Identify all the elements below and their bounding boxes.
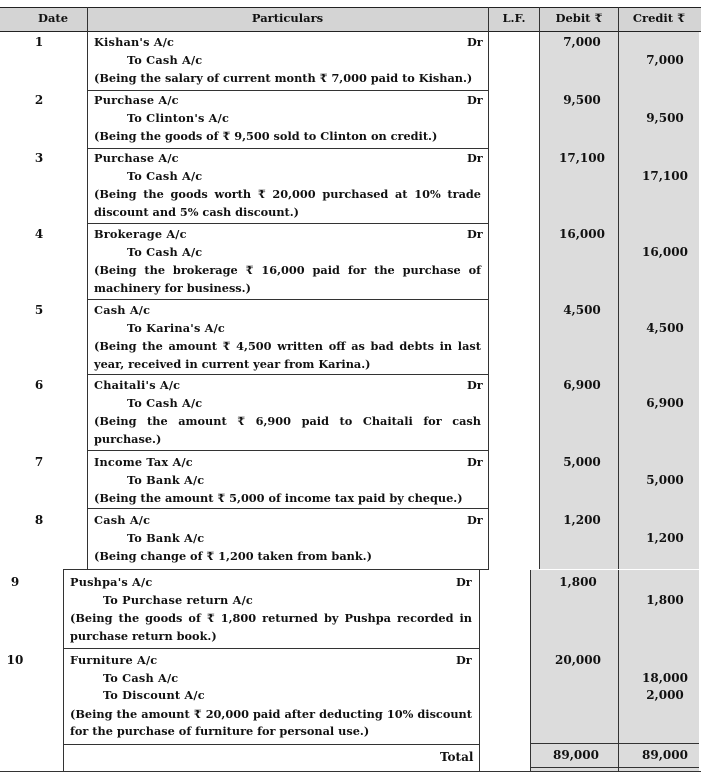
dr-marker: Dr xyxy=(467,378,483,392)
credit-account: To Cash A/c xyxy=(127,244,203,259)
entry-date: 6 xyxy=(34,378,44,392)
debit-amount: 1,200 xyxy=(563,513,601,527)
credit-account: To Cash A/c xyxy=(103,670,179,685)
debit-column-shade-lower xyxy=(531,570,618,771)
dr-marker: Dr xyxy=(467,455,483,469)
header-divider xyxy=(618,7,619,31)
dr-marker: Dr xyxy=(467,151,483,165)
credit-account: To Clinton's A/c xyxy=(127,110,230,125)
debit-amount: 1,800 xyxy=(559,575,597,589)
credit-amount: 1,800 xyxy=(646,592,684,607)
credit-amount: 1,200 xyxy=(646,530,684,545)
entry-date: 1 xyxy=(34,35,44,49)
credit-account: To Purchase return A/c xyxy=(103,592,253,607)
header-debit: Debit ₹ xyxy=(555,11,603,25)
credit-account: To Discount A/c xyxy=(103,688,205,702)
narration: (Being the goods worth ₹ 20,000 purchased at 10% trade discount and 5% cash discount.) xyxy=(94,187,481,219)
row-separator xyxy=(63,648,480,649)
credit-amount: 2,000 xyxy=(646,688,684,702)
entry-date: 3 xyxy=(34,151,44,165)
credit-amount: 6,900 xyxy=(646,395,684,410)
debit-account: Purchase A/c xyxy=(94,151,179,165)
credit-amount: 5,000 xyxy=(646,472,684,487)
row-separator xyxy=(63,744,480,745)
totals-bottom-rule xyxy=(530,767,699,768)
dr-marker: Dr xyxy=(467,93,483,107)
particulars-right-border-lower xyxy=(479,570,480,772)
credit-amount: 18,000 xyxy=(642,670,688,685)
header-particulars: Particulars xyxy=(251,11,324,25)
debit-amount: 16,000 xyxy=(559,227,605,241)
header-credit: Credit ₹ xyxy=(632,11,686,25)
credit-account: To Bank A/c xyxy=(127,530,205,545)
dr-marker: Dr xyxy=(467,227,483,241)
debit-amount: 17,100 xyxy=(559,151,605,165)
debit-account: Cash A/c xyxy=(94,513,151,527)
lf-right-border xyxy=(539,31,540,569)
debit-account: Cash A/c xyxy=(94,303,151,317)
narration: (Being the amount ₹ 20,000 paid after deducting 10% discount for the purchase of furniture for personal use.) xyxy=(70,706,472,738)
header-divider xyxy=(87,7,88,31)
entry-date: 5 xyxy=(34,303,44,317)
debit-right-border-lower xyxy=(618,570,619,772)
debit-account: Furniture A/c xyxy=(70,653,158,667)
header-lf: L.F. xyxy=(502,11,526,25)
total-credit: 89,000 xyxy=(642,748,688,762)
entry-date: 9 xyxy=(10,575,20,589)
debit-amount: 7,000 xyxy=(563,35,601,49)
credit-amount: 17,100 xyxy=(642,168,688,183)
header-divider xyxy=(539,7,540,31)
credit-amount: 16,000 xyxy=(642,244,688,259)
debit-amount: 20,000 xyxy=(555,653,601,667)
particulars-left-border xyxy=(87,31,88,569)
row-separator xyxy=(87,374,489,375)
debit-right-border xyxy=(618,31,619,569)
entry-date: 8 xyxy=(34,513,44,527)
debit-account: Brokerage A/c xyxy=(94,227,187,241)
row-separator xyxy=(87,90,489,91)
credit-account: To Cash A/c xyxy=(127,395,203,410)
debit-account: Chaitali's A/c xyxy=(94,378,181,392)
total-debit: 89,000 xyxy=(553,748,599,762)
dr-marker: Dr xyxy=(456,653,472,667)
credit-account: To Bank A/c xyxy=(127,472,205,487)
row-separator xyxy=(87,299,489,300)
narration: (Being the goods of ₹ 9,500 sold to Clinton on credit.) xyxy=(94,129,438,143)
header-date: Date xyxy=(37,11,69,25)
debit-account: Income Tax A/c xyxy=(94,455,193,469)
debit-account: Kishan's A/c xyxy=(94,35,175,49)
narration: (Being the goods of ₹ 1,800 returned by Pushpa recorded in purchase return book.) xyxy=(70,611,472,643)
total-label: Total xyxy=(440,750,474,764)
debit-amount: 9,500 xyxy=(563,93,601,107)
entry-date: 2 xyxy=(34,93,44,107)
credit-amount: 9,500 xyxy=(646,110,684,125)
credit-account: To Karina's A/c xyxy=(127,320,226,335)
entry-date: 4 xyxy=(34,227,44,241)
particulars-right-border xyxy=(488,31,489,569)
entry-date: 7 xyxy=(34,455,44,469)
credit-amount: 7,000 xyxy=(646,52,684,67)
narration: (Being the brokerage ₹ 16,000 paid for the purchase of machinery for business.) xyxy=(94,263,481,295)
dr-marker: Dr xyxy=(456,575,472,589)
particulars-left-border-lower xyxy=(63,570,64,772)
narration: (Being the amount ₹ 4,500 written off as bad debts in last year, received in current year from Karina.) xyxy=(94,339,481,371)
debit-column-shade xyxy=(540,31,618,569)
row-separator xyxy=(87,508,489,509)
credit-account: To Cash A/c xyxy=(127,52,203,67)
row-separator xyxy=(87,223,489,224)
row-separator xyxy=(87,148,489,149)
debit-amount: 6,900 xyxy=(563,378,601,392)
entry-date: 10 xyxy=(6,653,24,667)
narration: (Being the salary of current month ₹ 7,000 paid to Kishan.) xyxy=(94,71,473,85)
dr-marker: Dr xyxy=(467,513,483,527)
totals-top-rule xyxy=(530,743,699,744)
table-bottom-border xyxy=(0,771,701,772)
credit-amount: 4,500 xyxy=(646,320,684,335)
debit-amount: 5,000 xyxy=(563,455,601,469)
credit-account: To Cash A/c xyxy=(127,168,203,183)
narration: (Being the amount ₹ 6,900 paid to Chaitali for cash purchase.) xyxy=(94,414,481,446)
narration: (Being the amount ₹ 5,000 of income tax paid by cheque.) xyxy=(94,491,463,505)
section-separator xyxy=(63,569,489,570)
lf-right-border-lower xyxy=(530,570,531,772)
dr-marker: Dr xyxy=(467,35,483,49)
debit-account: Purchase A/c xyxy=(94,93,179,107)
debit-amount: 4,500 xyxy=(563,303,601,317)
header-divider xyxy=(488,7,489,31)
narration: (Being change of ₹ 1,200 taken from bank.) xyxy=(94,549,372,563)
debit-account: Pushpa's A/c xyxy=(70,575,153,589)
row-separator xyxy=(87,450,489,451)
